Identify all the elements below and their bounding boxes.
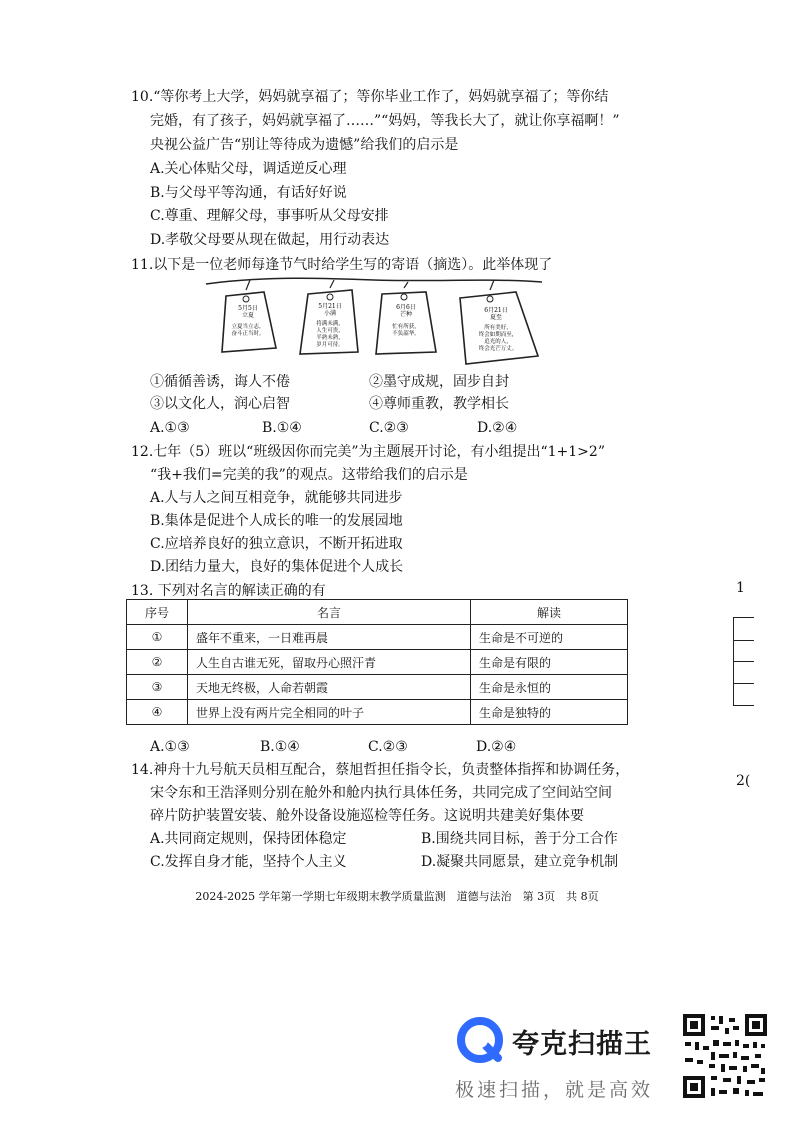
tag-xiazhi-text2: 终会如期而至， [478,332,518,338]
tag-xiaoman-term: 小满 [323,310,337,317]
q10-option-b: B.与父母平等沟通，有话好好说 [150,185,347,201]
q11-stem: 11.以下是一位老师每逢节气时给学生写的寄语（摘选）。此举体现了 [131,257,553,273]
q11-item-4: ④尊师重教，教学相长 [369,396,509,412]
q13-option-a: A.①③ [150,739,190,755]
tag-xiaoman-text1: 将满未满， [316,321,344,327]
q11-item-1: ①循循善诱，诲人不倦 [150,374,290,390]
table-cell-interpretation: 生命是不可逆的 [471,625,628,650]
table-cell-number: ④ [127,700,188,725]
table-cell-interpretation: 生命是独特的 [471,700,628,725]
q12-option-a: A.人与人之间互相竞争，就能够共同进步 [150,490,403,506]
tag-lixia-date: 5月5日 [238,305,258,312]
table-cell-interpretation: 生命是永恒的 [471,675,628,700]
tag-xiazhi-text4: 终会光芒万丈。 [478,346,518,352]
tag-xiazhi-date: 6月21日 [484,307,508,314]
q13-stem: 13. 下列对名言的解读正确的有 [131,583,326,599]
solar-term-tags-illustration [204,276,544,368]
q13-option-b: B.①④ [260,739,300,755]
edge-bracket [733,661,754,684]
tag-xiaoman-text2: 人生可贵， [316,328,344,334]
q14-stem-line2: 宋令东和王浩泽则分别在舱外和舱内执行具体任务，共同完成了空间站空间 [150,785,612,801]
tag-lixia-text2: 奋斗正当时。 [231,331,265,337]
table-cell-number: ② [127,650,188,675]
tag-mangzhong-text1: 忙有所获， [392,324,420,330]
q11-option-b: B.①④ [262,420,302,436]
tag-mangzhong-text2: 不负韶华。 [392,331,420,337]
tag-xiaoman [300,280,358,354]
q13-option-d: D.②④ [476,739,517,755]
q10-stem-line1: 10.“等你考上大学，妈妈就享福了；等你毕业工作了，妈妈就享福了；等你结 [131,89,609,105]
edge-bracket [733,617,754,641]
q14-option-a: A.共同商定规则，保持团体稳定 [150,831,347,847]
q10-option-a: A.关心体贴父母，调适逆反心理 [150,161,347,177]
q12-option-d: D.团结力量大，良好的集体促进个人成长 [150,559,404,575]
table-cell-interpretation: 生命是有限的 [471,650,628,675]
quote-table [126,599,628,725]
edge-mark-2: 2( [736,773,751,789]
q14-option-d: D.凝聚共同愿景，建立竞争机制 [421,854,619,870]
table-row [127,700,628,725]
table-row [127,675,628,700]
q12-option-b: B.集体是促进个人成长的唯一的发展园地 [150,513,403,529]
q10-stem-line2: 完婚，有了孩子，妈妈就享福了……”“妈妈，等我长大了，就让你享福啊！” [150,113,620,129]
tag-lixia-term: 立夏 [241,312,255,319]
table-header-row [127,600,628,625]
table-cell-quote: 世界上没有两片完全相同的叶子 [188,700,471,725]
q11-item-3: ③以文化人，润心启智 [150,396,290,412]
tag-lixia [222,280,276,352]
q11-option-a: A.①③ [150,420,190,436]
table-cell-number: ① [127,625,188,650]
table-row [127,650,628,675]
tag-xiazhi-term: 夏至 [489,314,503,321]
table-cell-quote: 盛年不重来，一日难再晨 [188,625,471,650]
scanner-logo-icon [456,1016,504,1064]
watermark-brand: 夸克扫描王 [512,1029,652,1060]
page-footer: 2024-2025 学年第一学期七年级期末教学质量监测 道德与法治 第 3页 共 8页 [195,890,599,903]
tag-xiazhi [460,280,538,364]
tag-mangzhong-term: 芒种 [399,311,413,318]
table-cell-number: ③ [127,675,188,700]
q10-stem-line3: 央视公益广告“别让等待成为遗憾”给我们的启示是 [150,137,459,153]
qr-code-icon [681,1012,769,1100]
q11-option-d: D.②④ [477,420,518,436]
tag-mangzhong [376,282,436,354]
tag-xiaoman-text3: 半熟未熟， [316,335,344,341]
edge-bracket [733,683,754,706]
q12-stem-line2: “我+我们=完美的我”的观点。这带给我们的启示是 [150,467,468,483]
q14-option-b: B.围绕共同目标，善于分工合作 [421,831,618,847]
table-cell-quote: 人生自古谁无死，留取丹心照汗青 [188,650,471,675]
table-row [127,625,628,650]
table-header-quote: 名言 [188,600,471,625]
tag-mangzhong-date: 6月6日 [396,304,416,311]
q10-option-c: C.尊重、理解父母，事事听从父母安排 [150,208,389,224]
edge-bracket [733,639,754,662]
q14-option-c: C.发挥自身才能，坚持个人主义 [150,854,347,870]
q13-option-c: C.②③ [368,739,408,755]
table-cell-quote: 天地无终极，人命若朝霞 [188,675,471,700]
q10-option-d: D.孝敬父母要从现在做起，用行动表达 [150,232,390,248]
q11-option-c: C.②③ [369,420,409,436]
table-header-number: 序号 [127,600,188,625]
q14-stem-line1: 14.神舟十九号航天员相互配合，蔡旭哲担任指令长，负责整体指挥和协调任务， [131,762,630,778]
q12-option-c: C.应培养良好的独立意识，不断开拓进取 [150,536,403,552]
watermark-slogan: 极速扫描，就是高效 [455,1079,654,1101]
q12-stem-line1: 12.七年（5）班以“班级因你而完美”为主题展开讨论，有小组提出“1+1>2” [131,444,605,460]
q14-stem-line3: 碎片防护装置安装、舱外设备设施巡检等任务。这说明共建美好集体要 [150,808,584,824]
q11-item-2: ②墨守成规，固步自封 [369,374,509,390]
tag-lixia-text1: 立夏当立志， [231,324,265,330]
table-header-interpretation: 解读 [471,600,628,625]
tag-xiazhi-text1: 所有美好， [484,325,512,331]
tag-xiaoman-date: 5月21日 [318,303,342,310]
tag-xiaoman-text4: 岁月可待。 [316,342,344,348]
edge-mark-1: 1 [736,580,745,596]
tag-xiazhi-text3: 追光的人， [484,339,512,345]
